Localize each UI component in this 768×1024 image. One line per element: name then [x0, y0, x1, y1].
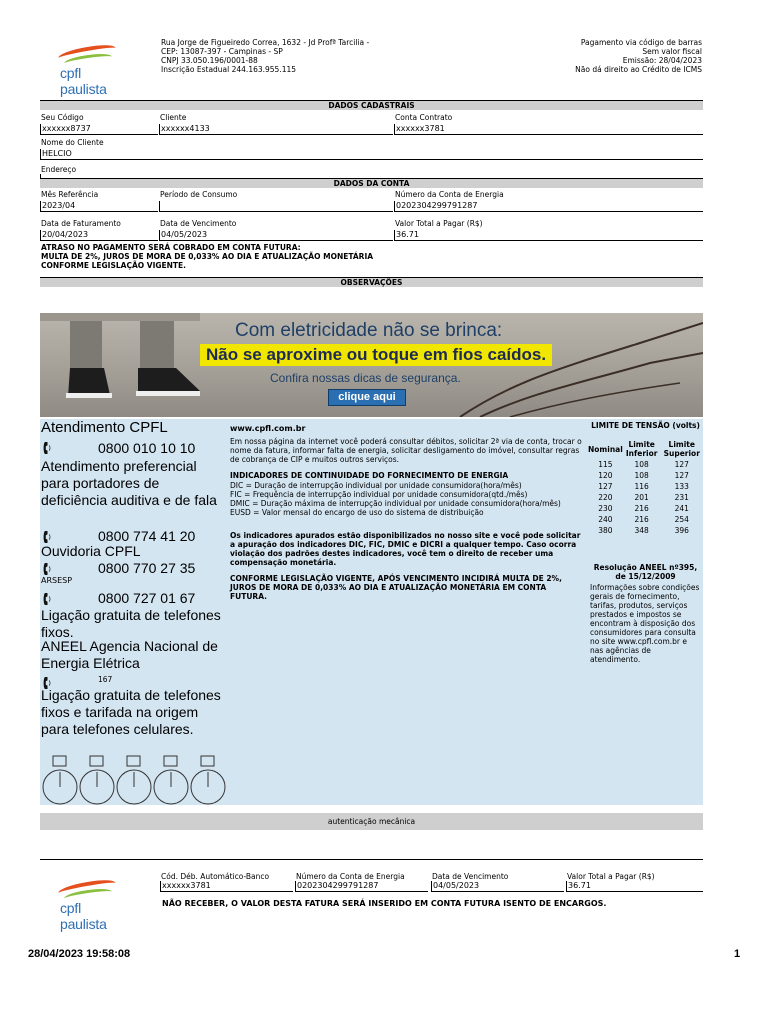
- banner-headline: Com eletricidade não se brinca:: [235, 320, 503, 341]
- info-panel: [228, 419, 703, 805]
- tensao-cell: 116: [634, 482, 649, 491]
- section-observacoes: OBSERVAÇÕES: [40, 277, 703, 287]
- payment-line: Sem valor fiscal: [642, 47, 702, 56]
- payment-line: Pagamento via código de barras: [580, 38, 702, 47]
- tensao-header: Nominal: [588, 444, 623, 454]
- legislacao-note: CONFORME LEGISLAÇÃO VIGENTE, APÓS VENCIMENTO INCIDIRÁ MULTA DE 2%, JUROS DE MORA DE 0,033% AO DIA E ATUALIZAÇÃO MONETÁRIA EM CONTA FUTURA.: [230, 574, 562, 601]
- tensao-cell: 120: [598, 471, 613, 480]
- footer-venc-label: Data de Vencimento: [432, 872, 509, 881]
- phone-number-5[interactable]: 167: [98, 675, 113, 684]
- company-line: Rua Jorge de Figueiredo Correa, 1632 - Jd Profª Tarcilia -: [161, 38, 370, 47]
- preferencial-text: Atendimento preferencial para portadores de deficiência auditiva e de fala: [41, 458, 217, 508]
- section-dados-conta: DADOS DA CONTA: [40, 178, 703, 188]
- logo-text: cpfl paulista: [60, 65, 107, 97]
- company-line: CNPJ 33.050.196/0001-88: [161, 56, 258, 65]
- tensao-cell: 201: [634, 493, 649, 502]
- phone-icon: [43, 442, 52, 454]
- faturamento-label: Data de Faturamento: [41, 219, 121, 228]
- phone-number-1[interactable]: 0800 010 10 10: [98, 440, 196, 456]
- tensao-cell: 230: [598, 504, 613, 513]
- page-number: 1: [734, 948, 741, 960]
- site-link[interactable]: www.cpfl.com.br: [230, 424, 306, 433]
- resolucao-text: Informações sobre condições gerais de fornecimento, tarifas, produtos, serviços prestados e impostos se encontram à disposição dos consumidores para consulta no site www.cpfl.com.br e nas agências de atendimento.: [590, 583, 700, 664]
- phone-number-4[interactable]: 0800 727 01 67: [98, 590, 196, 606]
- periodo-label: Período de Consumo: [160, 190, 238, 199]
- seu-codigo-value: xxxxxx8737: [40, 124, 158, 135]
- cut-line: [40, 859, 703, 860]
- ouvidoria-label: Ouvidoria CPFL: [41, 543, 141, 559]
- cliente-label: Cliente: [160, 113, 187, 122]
- payment-line: Emissão: 28/04/2023: [622, 56, 702, 65]
- phone-icon: [43, 563, 52, 575]
- tensao-row: [588, 503, 703, 514]
- tensao-title: LIMITE DE TENSÃO (volts): [591, 421, 700, 430]
- phone-row-1: [43, 439, 52, 458]
- tensao-table: [588, 439, 703, 536]
- tensao-cell: 240: [598, 515, 613, 524]
- vencimento-value: 04/05/2023: [159, 230, 393, 241]
- indicador-line: FIC = Frequência de interrupção individual por unidade consumidora(qtd./mês): [230, 490, 528, 499]
- indicador-line: DIC = Duração de interrupção individual por unidade consumidora(hora/mês): [230, 481, 522, 490]
- tensao-cell: 241: [674, 504, 689, 513]
- footer-total-label: Valor Total a Pagar (R$): [567, 872, 655, 881]
- tensao-cell: 127: [674, 460, 689, 469]
- periodo-value: [159, 201, 393, 212]
- resolucao-aneel: Resolução ANEEL nº395, de 15/12/2009: [593, 563, 698, 581]
- tensao-cell: 220: [598, 493, 613, 502]
- nome-value: HELCIO: [40, 149, 703, 160]
- footer-total-value: 36.71: [566, 881, 703, 892]
- phone-icon: [43, 593, 52, 605]
- atraso-line: ATRASO NO PAGAMENTO SERÁ COBRADO EM CONTA FUTURA:: [41, 243, 301, 252]
- tensao-header: Limite Superior: [663, 440, 700, 458]
- tensao-cell: 380: [598, 526, 613, 535]
- tensao-cell: 396: [674, 526, 689, 535]
- tensao-cell: 127: [674, 471, 689, 480]
- site-text: Em nossa página da internet você poderá consultar débitos, solicitar 2ª via de conta, trocar o nome da fatura, informar falta de energia, solicitar desligamento do imóvel, consultar regras de cobrança de CIP e muitos outros serviços.: [230, 437, 582, 464]
- tensao-cell: 115: [598, 460, 613, 469]
- banner-subline: Confira nossas dicas de segurança.: [270, 371, 461, 385]
- atraso-line: CONFORME LEGISLAÇÃO VIGENTE.: [41, 261, 186, 270]
- cpfl-logo: [40, 45, 130, 97]
- contrato-value: xxxxxx3781: [394, 124, 703, 135]
- banner-cta-button[interactable]: clique aqui: [328, 389, 406, 406]
- footer-numero-label: Número da Conta de Energia: [296, 872, 405, 881]
- total-label: Valor Total a Pagar (R$): [395, 219, 483, 228]
- tensao-row: [588, 481, 703, 492]
- indicadores-note: Os indicadores apurados estão disponibilizados no nosso site e você pode solicitar a apuração dos indicadores DIC, FIC, DMIC e DICRI a qualquer tempo. Caso ocorra violação dos padrões destes indicadores, você tem o direito de receber uma compensação monetária.: [230, 531, 581, 567]
- contrato-label: Conta Contrato: [395, 113, 453, 122]
- atraso-notice: [41, 243, 701, 270]
- tensao-cell: 348: [634, 526, 649, 535]
- footer-notice: NÃO RECEBER, O VALOR DESTA FATURA SERÁ INSERIDO EM CONTA FUTURA ISENTO DE ENCARGOS.: [162, 899, 607, 908]
- atraso-line: MULTA DE 2%, JUROS DE MORA DE 0,033% AO DIA E ATUALIZAÇÃO MONETÁRIA: [41, 252, 374, 261]
- safety-banner[interactable]: [40, 313, 703, 417]
- phone-icon: [43, 531, 52, 543]
- footer-venc-value: 04/05/2023: [431, 881, 564, 892]
- section-dados-cadastrais: DADOS CADASTRAIS: [40, 100, 703, 110]
- meter-dials: [40, 755, 228, 807]
- tensao-row: [588, 525, 703, 536]
- print-timestamp: 28/04/2023 19:58:08: [28, 948, 131, 960]
- tensao-cell: 133: [674, 482, 689, 491]
- tensao-row: [588, 459, 703, 470]
- footer-numero-value: 0202304299791287: [295, 881, 428, 892]
- tensao-row: [588, 492, 703, 503]
- tensao-cell: 108: [634, 460, 649, 469]
- faturamento-value: 20/04/2023: [40, 230, 158, 241]
- nome-label: Nome do Cliente: [41, 138, 104, 147]
- ligacao-gratuita-text: Ligação gratuita de telefones fixos.: [41, 607, 221, 640]
- phone-number-2[interactable]: 0800 774 41 20: [98, 528, 196, 544]
- numero-conta-label: Número da Conta de Energia: [395, 190, 504, 199]
- atendimento-panel: [40, 419, 228, 805]
- tensao-cell: 127: [598, 482, 613, 491]
- tensao-row: [588, 470, 703, 481]
- ligacao-tarifada-text: Ligação gratuita de telefones fixos e tarifada na origem para telefones celulares.: [41, 687, 221, 737]
- arsesp-label: ARSESP: [41, 576, 73, 585]
- payment-info: [540, 38, 702, 74]
- indicador-line: DMIC = Duração máxima de interrupção individual por unidade consumidora(hora/mês): [230, 499, 561, 508]
- autenticacao-bar: autenticação mecânica: [40, 813, 703, 830]
- phone-number-3[interactable]: 0800 770 27 35: [98, 560, 196, 576]
- tensao-cell: 216: [634, 515, 649, 524]
- cpfl-logo-footer: [40, 880, 130, 932]
- tensao-cell: 231: [674, 493, 689, 502]
- total-value: 36.71: [394, 230, 703, 241]
- aneel-label: ANEEL Agencia Nacional de Energia Elétrica: [41, 638, 218, 671]
- tensao-row: [588, 514, 703, 525]
- banner-highlight: Não se aproxime ou toque em fios caídos.: [200, 344, 552, 366]
- vencimento-label: Data de Vencimento: [160, 219, 237, 228]
- atendimento-title: Atendimento CPFL: [41, 419, 168, 436]
- indicadores-list: [230, 481, 585, 517]
- company-info: [161, 38, 421, 74]
- seu-codigo-label: Seu Código: [41, 113, 84, 122]
- tensao-header: Limite Inferior: [625, 440, 658, 458]
- tensao-cell: 254: [674, 515, 689, 524]
- tensao-cell: 216: [634, 504, 649, 513]
- cliente-value: xxxxxx4133: [159, 124, 393, 135]
- footer-cod-value: xxxxxx3781: [160, 881, 293, 892]
- payment-line: Não dá direito ao Crédito de ICMS: [575, 65, 702, 74]
- indicador-line: EUSD = Valor mensal do encargo de uso do sistema de distribuição: [230, 508, 484, 517]
- indicadores-title: INDICADORES DE CONTINUIDADE DO FORNECIMENTO DE ENERGIA: [230, 471, 509, 480]
- numero-conta-value: 0202304299791287: [394, 201, 703, 212]
- logo-text: cpfl paulista: [60, 900, 107, 932]
- mes-value: 2023/04: [40, 201, 158, 212]
- mes-label: Mês Referência: [41, 190, 99, 199]
- company-line: CEP: 13087-397 - Campinas - SP: [161, 47, 283, 56]
- tensao-cell: 108: [634, 471, 649, 480]
- endereco-label: Endereço: [41, 165, 77, 174]
- footer-cod-label: Cód. Déb. Automático-Banco: [161, 872, 270, 881]
- company-line: Inscrição Estadual 244.163.955.115: [161, 65, 297, 74]
